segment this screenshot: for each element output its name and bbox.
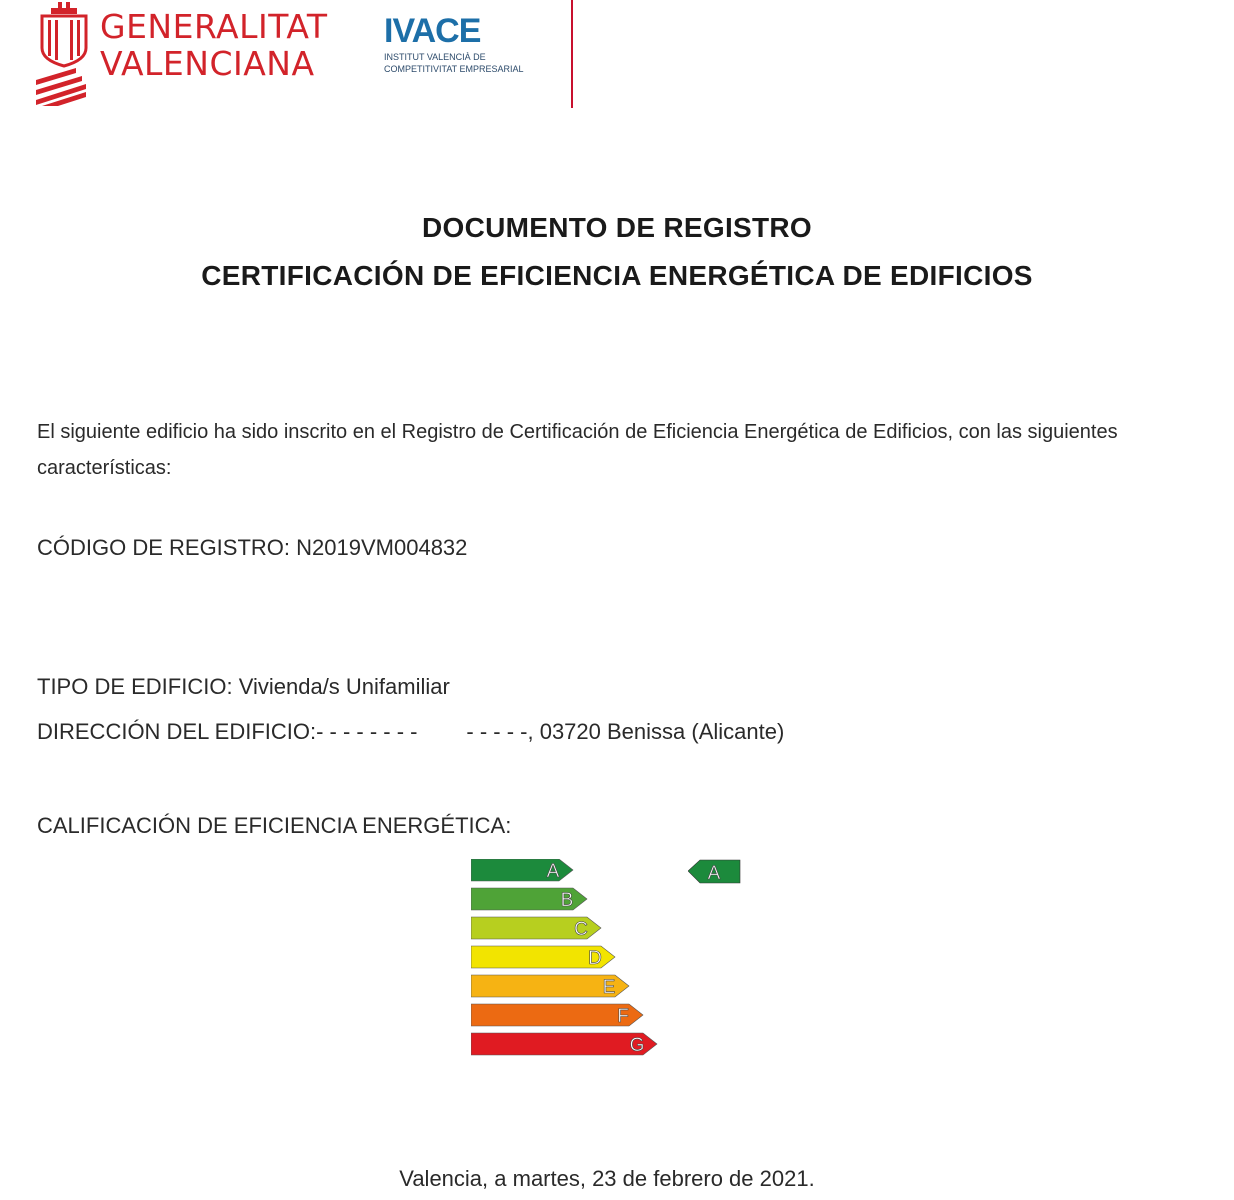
rating-bar-f bbox=[471, 1004, 643, 1027]
rating-bar-letter-d: D bbox=[588, 948, 602, 969]
selected-rating-indicator bbox=[688, 859, 748, 889]
energy-rating-label: CALIFICACIÓN DE EFICIENCIA ENERGÉTICA: bbox=[37, 813, 512, 838]
rating-bar-letter-g: G bbox=[629, 1035, 645, 1056]
rating-bar-letter-f: F bbox=[617, 1006, 629, 1027]
document-date: Valencia, a martes, 23 de febrero de 2021. bbox=[399, 1166, 815, 1191]
rating-bar-b bbox=[471, 888, 587, 911]
document-header bbox=[0, 0, 1234, 115]
ivace-subtitle-line2: COMPETITIVITAT EMPRESARIAL bbox=[384, 64, 524, 74]
header-divider bbox=[571, 0, 573, 108]
registration-code-label: CÓDIGO DE REGISTRO: bbox=[37, 535, 291, 560]
rating-bar-g bbox=[471, 1033, 657, 1056]
ivace-subtitle-line1: INSTITUT VALENCIÀ DE bbox=[384, 52, 486, 62]
org-name-line1: GENERALITAT bbox=[100, 7, 328, 46]
rating-bar-e bbox=[471, 975, 629, 998]
selected-rating-letter: A bbox=[707, 863, 721, 884]
ivace-wordmark: IVACE bbox=[384, 12, 481, 50]
energy-rating-scale bbox=[471, 859, 671, 1059]
ivace-logo bbox=[384, 12, 524, 92]
generalitat-crest-logo bbox=[36, 0, 94, 108]
rating-bar-letter-a: A bbox=[546, 861, 560, 882]
rating-bar-letter-b: B bbox=[560, 890, 574, 911]
building-type-value: Vivienda/s Unifamiliar bbox=[238, 674, 450, 699]
rating-bar-letter-e: E bbox=[602, 977, 616, 998]
registration-code-value: N2019VM004832 bbox=[296, 535, 468, 560]
building-type-label: TIPO DE EDIFICIO: bbox=[37, 674, 233, 699]
generalitat-wordmark bbox=[100, 8, 328, 82]
rating-bar-a bbox=[471, 859, 573, 882]
document-subtitle: CERTIFICACIÓN DE EFICIENCIA ENERGÉTICA DE EDIFICIOS bbox=[201, 260, 1033, 291]
org-name-line2: VALENCIANA bbox=[100, 44, 315, 83]
rating-bar-letter-c: C bbox=[574, 919, 588, 940]
rating-bar-c bbox=[471, 917, 601, 940]
building-address-row bbox=[37, 719, 784, 745]
building-type-row bbox=[37, 674, 450, 700]
building-address-label: DIRECCIÓN DEL EDIFICIO: bbox=[37, 719, 317, 744]
document-title: DOCUMENTO DE REGISTRO bbox=[421, 212, 813, 243]
registration-code-row bbox=[37, 535, 467, 561]
rating-bar-d bbox=[471, 946, 615, 969]
intro-paragraph: El siguiente edificio ha sido inscrito en el Registro de Certificación de Eficiencia Energética de Edificios, con las siguientes características: bbox=[37, 421, 1118, 479]
building-address-value: - - - - - - - - - - - - -, 03720 Benissa (Alicante) bbox=[316, 719, 785, 744]
